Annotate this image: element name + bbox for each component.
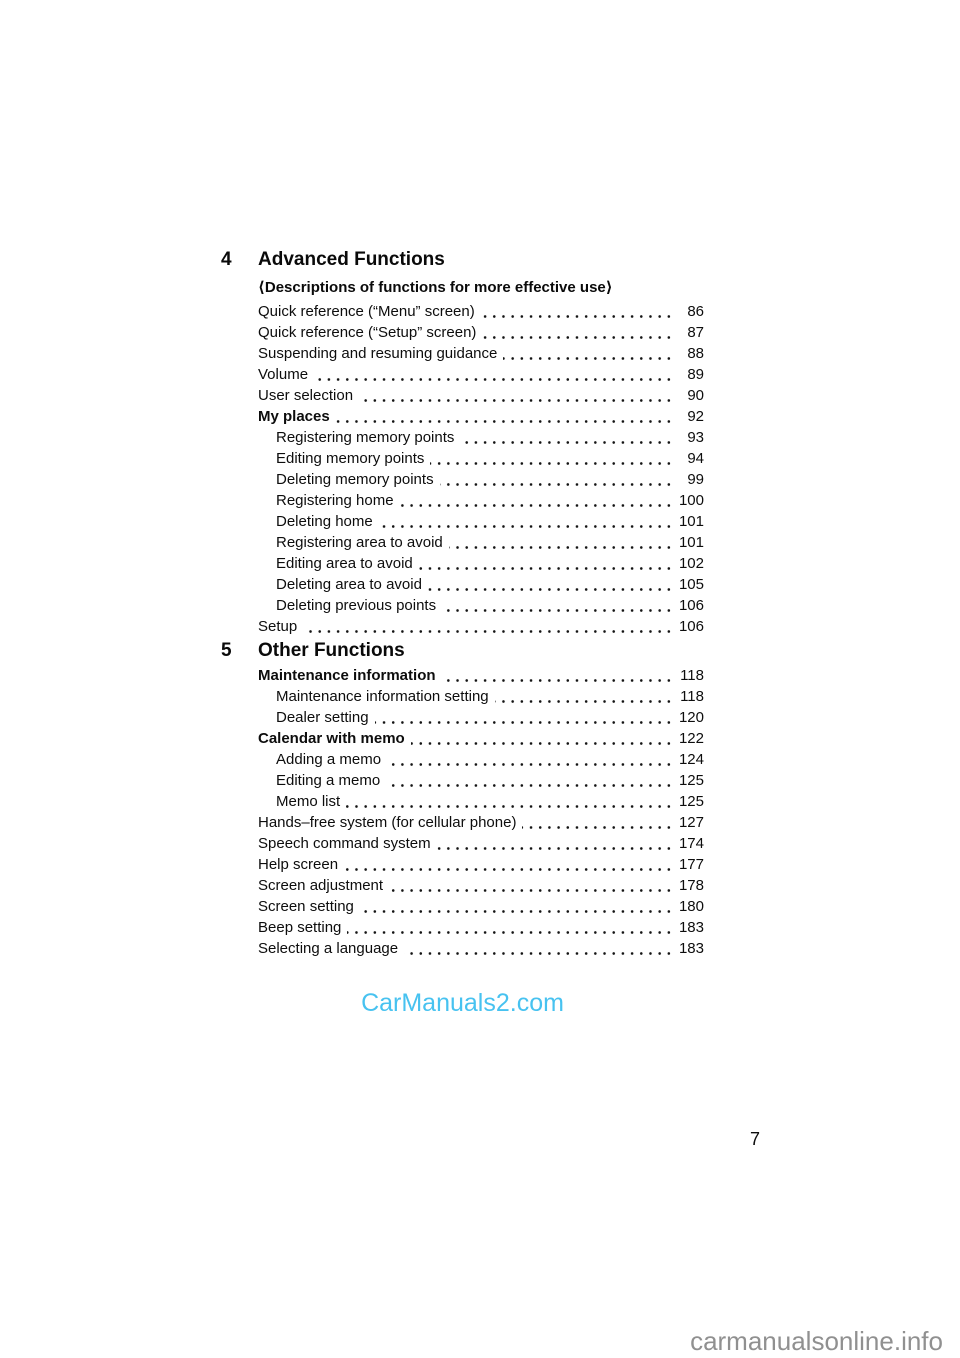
toc-entry-page: 120: [673, 707, 704, 728]
toc-entry-page: 92: [674, 406, 704, 427]
toc-entry: [258, 511, 704, 532]
toc-entry: [258, 875, 704, 896]
toc-entry-leader: [419, 553, 673, 574]
toc-entry: [258, 364, 704, 385]
toc-entry-page: 106: [673, 595, 704, 616]
toc-entry-label: Beep setting: [258, 917, 347, 938]
toc-entry-page: 86: [674, 301, 704, 322]
section-heading: [221, 246, 704, 274]
section-entries: [258, 301, 704, 637]
toc-entry-label: Quick reference (“Menu” screen): [258, 301, 481, 322]
toc-entry-page: 101: [673, 532, 704, 553]
toc-entry-page: 90: [674, 385, 704, 406]
toc-entry-label: Deleting area to avoid: [258, 574, 428, 595]
section-heading: [221, 637, 704, 665]
section-title: Other Functions: [258, 640, 405, 661]
toc-entry: [258, 343, 704, 364]
toc-entry-page: 183: [673, 917, 704, 938]
toc-entry-label: Deleting home: [258, 511, 379, 532]
section-number: 4: [221, 249, 232, 270]
toc-entry-label: Dealer setting: [258, 707, 375, 728]
toc-entry-label: Editing a memo: [258, 770, 386, 791]
toc-entry: [258, 917, 704, 938]
toc-entry-label: Setup: [258, 616, 303, 637]
toc-entry-page: 183: [673, 938, 704, 959]
toc-entry-leader: [442, 665, 674, 686]
toc-entry-leader: [303, 616, 673, 637]
toc-entry-leader: [411, 728, 673, 749]
toc-entry: [258, 707, 704, 728]
toc-entry-label: Deleting previous points: [258, 595, 442, 616]
toc-entry-label: Selecting a language: [258, 938, 404, 959]
toc-entry-page: 102: [673, 553, 704, 574]
toc-entry: [258, 385, 704, 406]
toc-entry: [258, 301, 704, 322]
toc-entry-label: User selection: [258, 385, 359, 406]
toc-entry: [258, 406, 704, 427]
toc-entry-leader: [400, 490, 673, 511]
toc-entry: [258, 896, 704, 917]
toc-entry: [258, 448, 704, 469]
toc-entry-leader: [481, 301, 674, 322]
toc-entry: [258, 490, 704, 511]
toc-entry-label: Registering memory points: [258, 427, 460, 448]
toc-entry-leader: [430, 448, 674, 469]
toc-entry-leader: [359, 385, 674, 406]
toc-entry-leader: [495, 686, 674, 707]
toc-entry: [258, 686, 704, 707]
toc-entry-leader: [440, 469, 674, 490]
toc-entry-page: 99: [674, 469, 704, 490]
section-title: Advanced Functions: [258, 249, 445, 270]
toc-entry: [258, 532, 704, 553]
toc-entry-label: Suspending and resuming guidance: [258, 343, 503, 364]
toc-entry-leader: [360, 896, 673, 917]
toc-entry: [258, 574, 704, 595]
toc-entry-page: 125: [673, 770, 704, 791]
toc-entry-leader: [344, 854, 673, 875]
toc-entry-label: My places: [258, 406, 336, 427]
toc-entry: [258, 427, 704, 448]
section-entries: [258, 665, 704, 959]
toc-entry-label: Deleting memory points: [258, 469, 440, 490]
toc-entry: [258, 616, 704, 637]
toc-entry-page: 106: [673, 616, 704, 637]
toc-entry: [258, 553, 704, 574]
toc-entry: [258, 833, 704, 854]
toc-entry-page: 177: [673, 854, 704, 875]
toc-entry-label: Volume: [258, 364, 314, 385]
toc-entry: [258, 854, 704, 875]
toc-entry-leader: [503, 343, 674, 364]
section-subtitle: ⟨Descriptions of functions for more effective use⟩: [258, 279, 613, 296]
toc-entry-label: Adding a memo: [258, 749, 387, 770]
toc-entry-label: Registering home: [258, 490, 400, 511]
toc: [221, 246, 704, 959]
page-number: 7: [749, 1129, 760, 1149]
toc-entry: [258, 791, 704, 812]
toc-entry-page: 118: [674, 665, 704, 686]
toc-entry-leader: [389, 875, 673, 896]
toc-entry-label: Maintenance information: [258, 665, 442, 686]
toc-entry-leader: [404, 938, 673, 959]
toc-entry: [258, 322, 704, 343]
toc-entry-page: 94: [674, 448, 704, 469]
toc-entry-page: 180: [673, 896, 704, 917]
toc-entry-page: 127: [673, 812, 704, 833]
toc-entry-leader: [346, 791, 673, 812]
toc-entry-label: Registering area to avoid: [258, 532, 449, 553]
toc-entry-leader: [386, 770, 673, 791]
toc-entry: [258, 749, 704, 770]
toc-entry-label: Screen setting: [258, 896, 360, 917]
toc-entry: [258, 469, 704, 490]
toc-entry-page: 101: [673, 511, 704, 532]
toc-entry-leader: [460, 427, 674, 448]
toc-entry-page: 178: [673, 875, 704, 896]
toc-entry-page: 87: [674, 322, 704, 343]
toc-entry: [258, 770, 704, 791]
toc-entry-page: 118: [674, 686, 704, 707]
toc-entry-page: 93: [674, 427, 704, 448]
toc-entry-page: 124: [673, 749, 704, 770]
toc-entry-page: 100: [673, 490, 704, 511]
toc-entry-label: Maintenance information setting: [258, 686, 495, 707]
toc-entry-page: 89: [674, 364, 704, 385]
toc-entry-page: 174: [673, 833, 704, 854]
toc-entry: [258, 595, 704, 616]
toc-entry-label: Speech command system: [258, 833, 437, 854]
toc-entry-leader: [314, 364, 674, 385]
toc-entry-leader: [437, 833, 673, 854]
toc-entry: [258, 728, 704, 749]
toc-entry-label: Memo list: [258, 791, 346, 812]
watermark-carmanualsonline: carmanualsonline.info: [690, 1326, 943, 1356]
toc-entry-page: 88: [674, 343, 704, 364]
toc-entry-leader: [347, 917, 673, 938]
toc-entry-leader: [442, 595, 673, 616]
toc-entry-label: Editing memory points: [258, 448, 430, 469]
toc-entry-page: 105: [673, 574, 704, 595]
toc-entry-leader: [482, 322, 674, 343]
toc-entry-label: Calendar with memo: [258, 728, 411, 749]
toc-entry-leader: [428, 574, 673, 595]
toc-entry-page: 125: [673, 791, 704, 812]
toc-entry: [258, 938, 704, 959]
toc-entry-label: Editing area to avoid: [258, 553, 419, 574]
toc-entry-leader: [379, 511, 673, 532]
toc-entry-label: Quick reference (“Setup” screen): [258, 322, 482, 343]
section-number: 5: [221, 640, 232, 661]
toc-entry-leader: [449, 532, 673, 553]
watermark-carmanuals2: CarManuals2.com: [361, 989, 564, 1017]
toc-entry-leader: [522, 812, 673, 833]
toc-entry-leader: [375, 707, 673, 728]
toc-entry-leader: [336, 406, 674, 427]
toc-entry-label: Help screen: [258, 854, 344, 875]
toc-entry-label: Screen adjustment: [258, 875, 389, 896]
toc-entry-leader: [387, 749, 673, 770]
toc-entry-label: Hands–free system (for cellular phone): [258, 812, 522, 833]
toc-entry: [258, 812, 704, 833]
toc-entry-page: 122: [673, 728, 704, 749]
toc-entry: [258, 665, 704, 686]
